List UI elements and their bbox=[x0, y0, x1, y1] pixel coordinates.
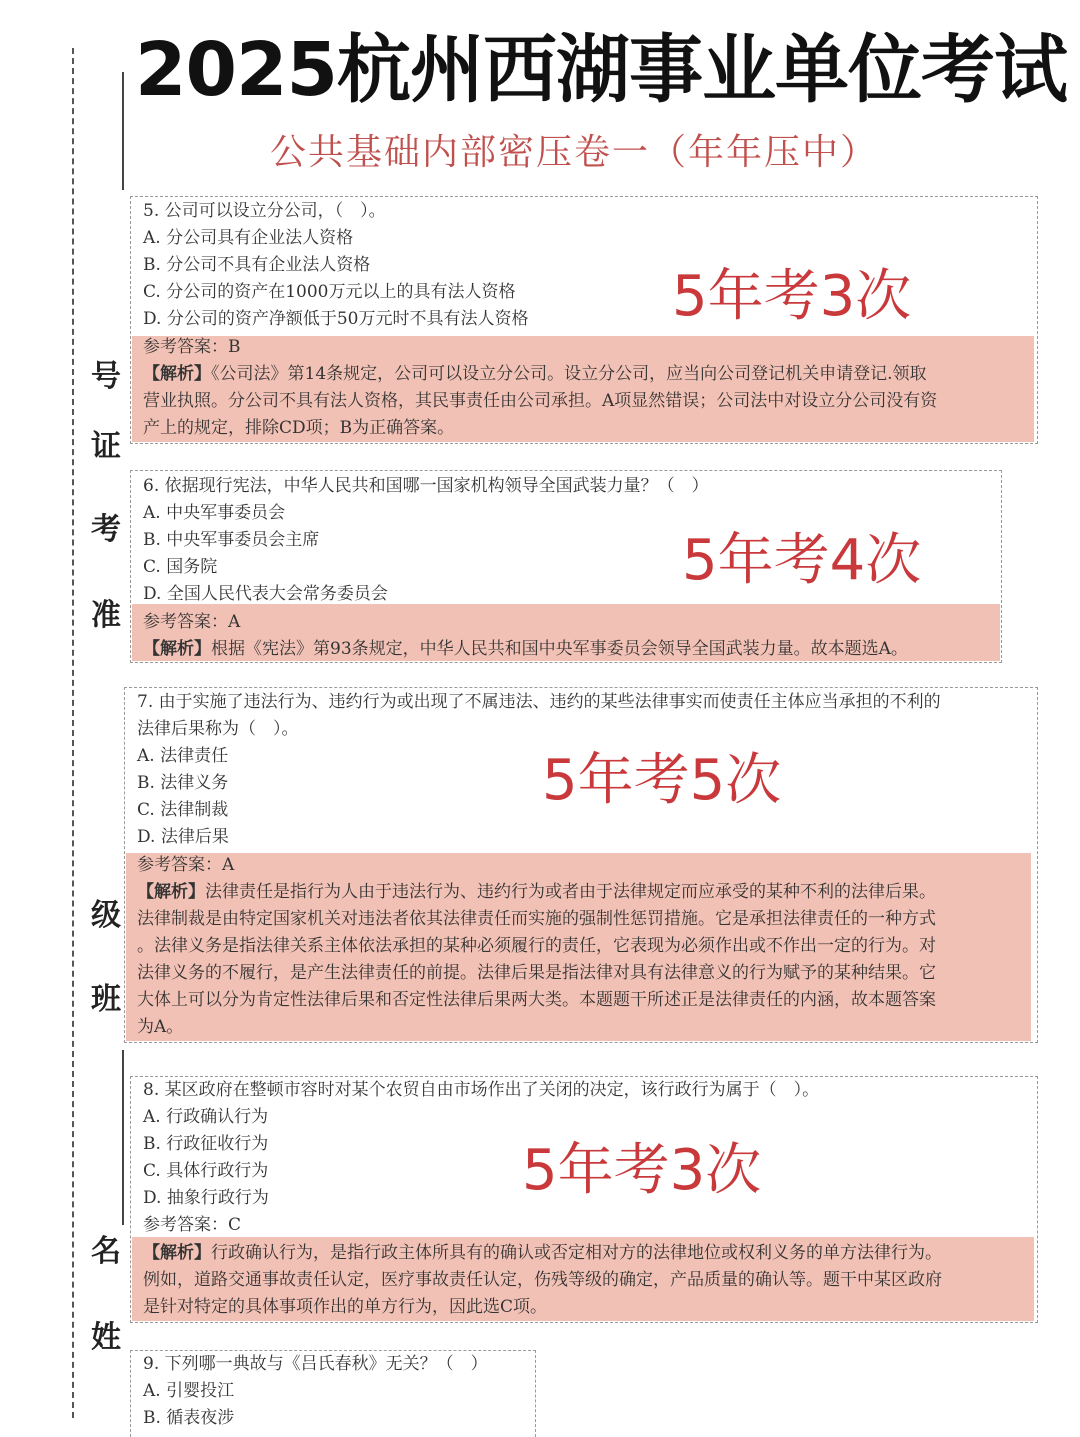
frequency-stamp: 5年考4次 bbox=[682, 528, 922, 593]
reference-answer: 参考答案：A bbox=[137, 855, 235, 875]
reference-answer: 参考答案：A bbox=[143, 612, 241, 632]
option-d: D. 分公司的资产净额低于50万元时不具有法人资格 bbox=[143, 309, 529, 329]
option-b: B. 循表夜涉 bbox=[143, 1408, 235, 1428]
option-a: A. 法律责任 bbox=[137, 746, 229, 766]
analysis-text: 法律责任是指行为人由于违法行为、违约行为或者由于法律规定而应承受的某种不利的法律后果。 bbox=[205, 882, 936, 902]
question-stem: 5. 公司可以设立分公司，（ ）。 bbox=[143, 201, 386, 221]
margin-label-name: 姓 bbox=[91, 1320, 121, 1355]
page-title: 2025杭州西湖事业单位考试 bbox=[135, 27, 1067, 113]
analysis-text: 大体上可以分为肯定性法律后果和否定性法律后果两大类。本题题干所述正是法律责任的内涵，故本题答案 bbox=[137, 990, 936, 1010]
analysis-text: 《公司法》第14条规定，公司可以设立分公司。设立分公司，应当向公司登记机关申请登记.领取 bbox=[211, 364, 927, 384]
option-a: A. 引婴投江 bbox=[143, 1381, 235, 1401]
question-stem: 法律后果称为（ ）。 bbox=[137, 719, 299, 739]
analysis-text: 法律制裁是由特定国家机关对违法者依其法律责任而实施的强制性惩罚措施。它是承担法律责任的一种方式 bbox=[137, 909, 936, 929]
page-subtitle: 公共基础内部密压卷一（年年压中） bbox=[270, 132, 879, 173]
analysis-text: 是针对特定的具体事项作出的单方行为，因此选C项。 bbox=[143, 1297, 548, 1317]
margin-label-exam-no: 证 bbox=[91, 429, 121, 464]
option-a: A. 行政确认行为 bbox=[143, 1107, 269, 1127]
question-stem: 9. 下列哪一典故与《吕氏春秋》无关？（ ） bbox=[143, 1354, 488, 1374]
question-stem: 6. 依据现行宪法，中华人民共和国哪一国家机构领导全国武装力量？（ ） bbox=[143, 476, 709, 496]
option-a: A. 中央军事委员会 bbox=[143, 503, 286, 523]
option-c: C. 分公司的资产在1000万元以上的具有法人资格 bbox=[143, 282, 516, 302]
analysis-text: 产上的规定，排除CD项；B为正确答案。 bbox=[143, 418, 455, 438]
margin-label-exam-no: 号 bbox=[91, 359, 121, 394]
frequency-stamp: 5年考5次 bbox=[542, 748, 782, 813]
analysis-text: 例如，道路交通事故责任认定，医疗事故责任认定，伤残等级的确定，产品质量的确认等。题干中某区政府 bbox=[143, 1270, 942, 1290]
analysis-tag: 【解析】 bbox=[143, 364, 211, 384]
reference-answer: 参考答案：B bbox=[143, 337, 241, 357]
option-a: A. 分公司具有企业法人资格 bbox=[143, 228, 354, 248]
margin-label-class: 级 bbox=[91, 898, 121, 933]
option-c: C. 法律制裁 bbox=[137, 800, 229, 820]
option-d: D. 全国人民代表大会常务委员会 bbox=[143, 584, 388, 604]
analysis-text: 营业执照。分公司不具有法人资格，其民事责任由公司承担。A项显然错误；公司法中对设立分公司没有资 bbox=[143, 391, 938, 411]
analysis-tag: 【解析】 bbox=[143, 1243, 211, 1263]
analysis-text: 根据《宪法》第93条规定，中华人民共和国中央军事委员会领导全国武装力量。故本题选A。 bbox=[211, 639, 908, 659]
option-b: B. 中央军事委员会主席 bbox=[143, 530, 320, 550]
analysis-text: 行政确认行为，是指行政主体所具有的确认或否定相对方的法律地位或权利义务的单方法律行为。 bbox=[211, 1243, 942, 1263]
question-stem: 8. 某区政府在整顿市容时对某个农贸自由市场作出了关闭的决定，该行政行为属于（ ）。 bbox=[143, 1080, 820, 1100]
margin-label-exam-no: 考 bbox=[91, 512, 121, 547]
option-c: C. 国务院 bbox=[143, 557, 218, 577]
question-stem: 7. 由于实施了违法行为、违约行为或出现了不属违法、违约的某些法律事实而使责任主体应当承担的不利的 bbox=[137, 692, 941, 712]
margin-label-exam-no: 准 bbox=[91, 598, 121, 633]
analysis-text: 法律义务的不履行，是产生法律责任的前提。法律后果是指法律对具有法律意义的行为赋予的某种结果。它 bbox=[137, 963, 936, 983]
analysis-text: 为A。 bbox=[137, 1017, 184, 1037]
frequency-stamp: 5年考3次 bbox=[522, 1138, 762, 1203]
margin-label-name: 名 bbox=[91, 1234, 121, 1269]
analysis-tag: 【解析】 bbox=[137, 882, 205, 902]
margin-rule bbox=[122, 1050, 124, 1225]
option-d: D. 抽象行政行为 bbox=[143, 1188, 269, 1208]
analysis-text: 。法律义务是指法律关系主体依法承担的某种必须履行的责任，它表现为必须作出或不作出一定的行为。对 bbox=[137, 936, 936, 956]
option-b: B. 法律义务 bbox=[137, 773, 229, 793]
analysis-tag: 【解析】 bbox=[143, 639, 211, 659]
option-d: D. 法律后果 bbox=[137, 827, 229, 847]
option-b: B. 分公司不具有企业法人资格 bbox=[143, 255, 371, 275]
option-b: B. 行政征收行为 bbox=[143, 1134, 269, 1154]
margin-rule bbox=[122, 72, 124, 190]
option-c: C. 具体行政行为 bbox=[143, 1161, 269, 1181]
binding-line bbox=[72, 48, 74, 1418]
frequency-stamp: 5年考3次 bbox=[672, 264, 912, 329]
reference-answer: 参考答案：C bbox=[143, 1215, 242, 1235]
margin-label-class: 班 bbox=[91, 982, 121, 1017]
